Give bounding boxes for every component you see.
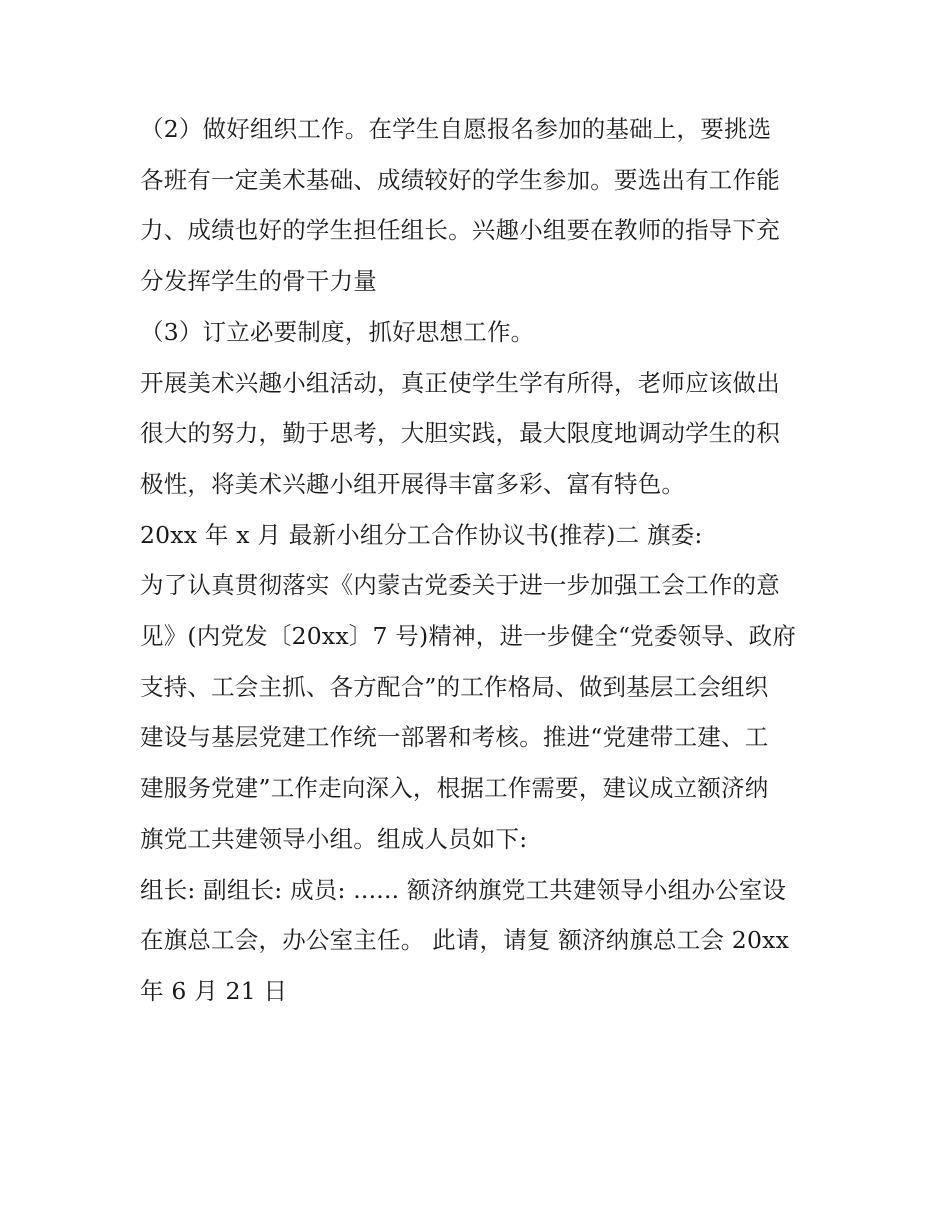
text-line: 为了认真贯彻落实《内蒙古党委关于进一步加强工会工作的意 — [140, 571, 780, 600]
text-line: 极性，将美术兴趣小组开展得丰富多彩、富有特色。 — [140, 469, 686, 498]
text-line: 建设与基层党建工作统一部署和考核。推进“党建带工建、工 — [140, 723, 769, 752]
text-line: 力、成绩也好的学生担任组长。兴趣小组要在教师的指导下充 — [140, 216, 780, 245]
paragraph-organization-work — [140, 104, 820, 307]
paragraph-art-activity — [140, 358, 820, 510]
paragraph-members-signature — [140, 865, 820, 1017]
text-line: 见》(内党发〔20xx〕7 号)精神，进一步健全“党委领导、政府 — [140, 622, 797, 651]
text-line: 支持、工会主抓、各方配合”的工作格局、做到基层工会组织 — [140, 672, 769, 701]
text-line: 组长: 副组长: 成员: ...... 额济纳旗党工共建领导小组办公室设 — [140, 875, 787, 904]
text-line: 在旗总工会，办公室主任。 此请，请复 额济纳旗总工会 20xx — [140, 926, 790, 955]
text-line: 建服务党建”工作走向深入，根据工作需要，建议成立额济纳 — [140, 774, 769, 803]
text-line: 年 6 月 21 日 — [140, 976, 288, 1005]
text-line: 很大的努力，勤于思考，大胆实践，最大限度地调动学生的积 — [140, 419, 780, 448]
paragraph-agreement-heading — [140, 510, 820, 561]
text-line: 分发挥学生的骨干力量 — [140, 267, 377, 296]
text-line: 旗党工共建领导小组。组成人员如下: — [140, 824, 528, 853]
text-line: （2）做好组织工作。在学生自愿报名参加的基础上，要挑选 — [140, 115, 772, 143]
paragraph-union-opinion — [140, 560, 820, 864]
text-line: 开展美术兴趣小组活动，真正使学生学有所得，老师应该做出 — [140, 368, 780, 397]
document-body — [140, 104, 820, 1017]
text-line: 各班有一定美术基础、成绩较好的学生参加。要选出有工作能 — [140, 165, 780, 194]
text-line: （3）订立必要制度，抓好思想工作。 — [140, 317, 535, 346]
paragraph-rules — [140, 307, 820, 358]
text-line: 20xx 年 x 月 最新小组分工合作协议书(推荐)二 旗委: — [140, 520, 703, 549]
